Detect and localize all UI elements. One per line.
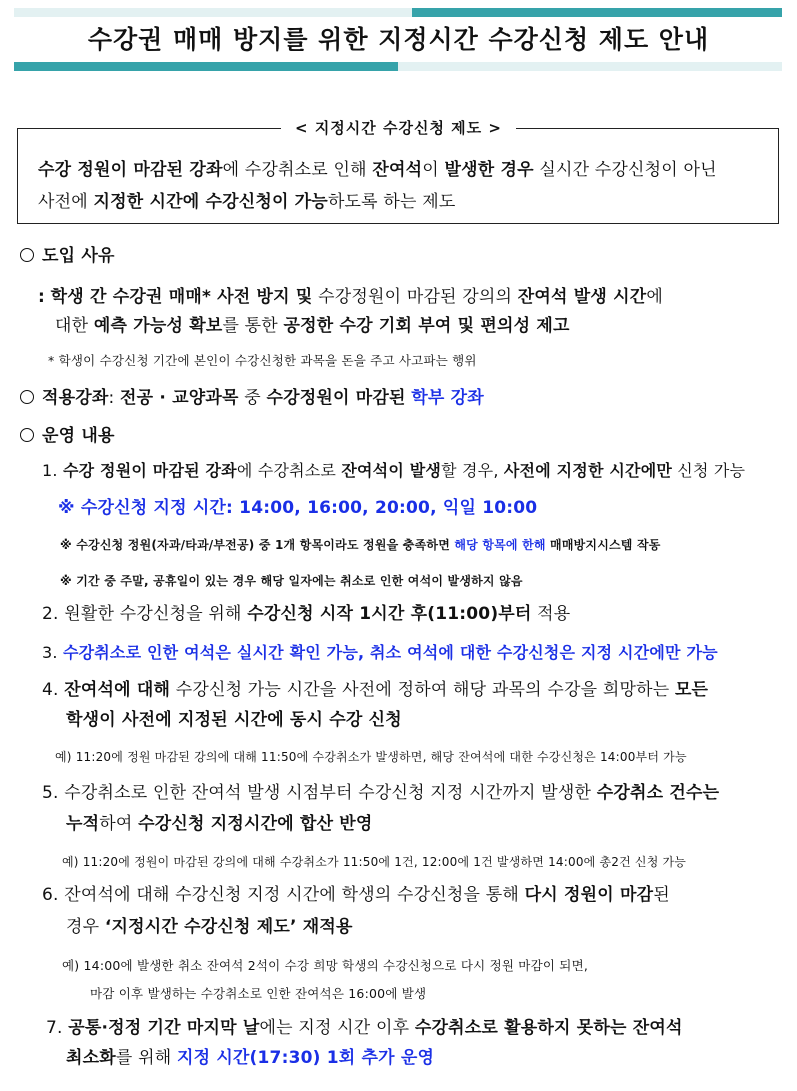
ops-item-7-line-2: 최소화를 위해 지정 시간(17:30) 1회 추가 운영 xyxy=(66,1048,435,1068)
ops-item-2: 2. 원활한 수강신청을 위해 수강신청 시작 1시간 후(11:00)부터 적용 xyxy=(42,604,571,624)
ops-item-5: 5. 수강취소로 인한 잔여석 발생 시점부터 수강신청 지정 시간까지 발생한 수강취소 건수는 xyxy=(42,783,720,803)
ops-item-6: 6. 잔여석에 대해 수강신청 지정 시간에 학생의 수강신청을 통해 다시 정원이 마감된 xyxy=(42,885,670,905)
ops-item-1-note-2: ※ 기간 중 주말, 공휴일이 있는 경우 해당 일자에는 취소로 인한 여석이 발생하지 않음 xyxy=(60,574,523,588)
ops-item-3: 3. 수강취소로 인한 여석은 실시간 확인 가능, 취소 여석에 대한 수강신청은 지정 시간에만 가능 xyxy=(42,643,718,662)
circle-bullet-icon xyxy=(20,428,34,442)
ops-item-4-example: 예) 11:20에 정원 마감된 강의에 대해 11:50에 수강취소가 발생하면, 해당 잔여석에 대한 수강신청은 14:00부터 가능 xyxy=(55,750,687,764)
ops-item-1: 1. 수강 정원이 마감된 강좌에 수강취소로 잔여석이 발생할 경우, 사전에 지정한 시간에만 신청 가능 xyxy=(42,461,746,480)
page-title: 수강권 매매 방지를 위한 지정시간 수강신청 제도 안내 xyxy=(87,25,710,54)
intro-footnote: * 학생이 수강신청 기간에 본인이 수강신청한 과목을 돈을 주고 사고파는 행위 xyxy=(48,353,477,368)
intro-line-1: : 학생 간 수강권 매매* 사전 방지 및 수강정원이 마감된 강의의 잔여석 발생 시간에 xyxy=(38,287,663,307)
circle-bullet-icon xyxy=(20,390,34,404)
scope-line: 적용강좌: 전공 · 교양과목 중 수강정원이 마감된 학부 강좌 xyxy=(20,385,484,411)
ops-item-4-line-2: 학생이 사전에 지정된 시간에 동시 수강 신청 xyxy=(66,710,402,730)
ops-item-6-example-1: 예) 14:00에 발생한 취소 잔여석 2석이 수강 희망 학생의 수강신청으로 다시 정원 마감이 되면, xyxy=(62,958,589,973)
ops-item-7: 7. 공통·정정 기간 마지막 날에는 지정 시간 이후 수강취소로 활용하지 못하는 잔여석 xyxy=(46,1018,683,1038)
intro-heading: 도입 사유 xyxy=(20,243,115,269)
definition-heading: < 지정시간 수강신청 제도 > xyxy=(0,117,797,138)
ops-heading: 운영 내용 xyxy=(20,423,115,449)
intro-line-2: 대한 예측 가능성 확보를 통한 공정한 수강 기회 부여 및 편의성 제고 xyxy=(55,316,570,336)
definition-line-2: 사전에 지정한 시간에 수강신청이 가능하도록 하는 제도 xyxy=(38,192,456,212)
ops-item-6-line-2: 경우 ‘지정시간 수강신청 제도’ 재적용 xyxy=(66,917,353,937)
definition-line-1: 수강 정원이 마감된 강좌에 수강취소로 인해 잔여석이 발생한 경우 실시간 수강신청이 아닌 xyxy=(38,160,717,180)
ops-item-4: 4. 잔여석에 대해 수강신청 가능 시간을 사전에 정하여 해당 과목의 수강을 희망하는 모든 xyxy=(42,680,709,700)
bottom-bar-accent xyxy=(14,62,398,71)
circle-bullet-icon xyxy=(20,248,34,262)
ops-item-5-example: 예) 11:20에 정원이 마감된 강의에 대해 수강취소가 11:50에 1건, 12:00에 1건 발생하면 14:00에 총2건 신청 가능 xyxy=(62,855,687,869)
ops-item-6-example-2: 마감 이후 발생하는 수강취소로 인한 잔여석은 16:00에 발생 xyxy=(90,986,427,1001)
top-bar-accent xyxy=(412,8,782,17)
ops-item-1-note-1: ※ 수강신청 정원(자과/타과/부전공) 중 1개 항목이라도 정원을 충족하면 해당 항목에 한해 매매방지시스템 작동 xyxy=(60,538,661,552)
top-bar-light xyxy=(14,8,412,17)
bottom-bar-light xyxy=(398,62,782,71)
ops-item-5-line-2: 누적하여 수강신청 지정시간에 합산 반영 xyxy=(66,814,373,834)
ops-item-1-times: ※ 수강신청 지정 시간: 14:00, 16:00, 20:00, 익일 10:00 xyxy=(58,498,538,518)
